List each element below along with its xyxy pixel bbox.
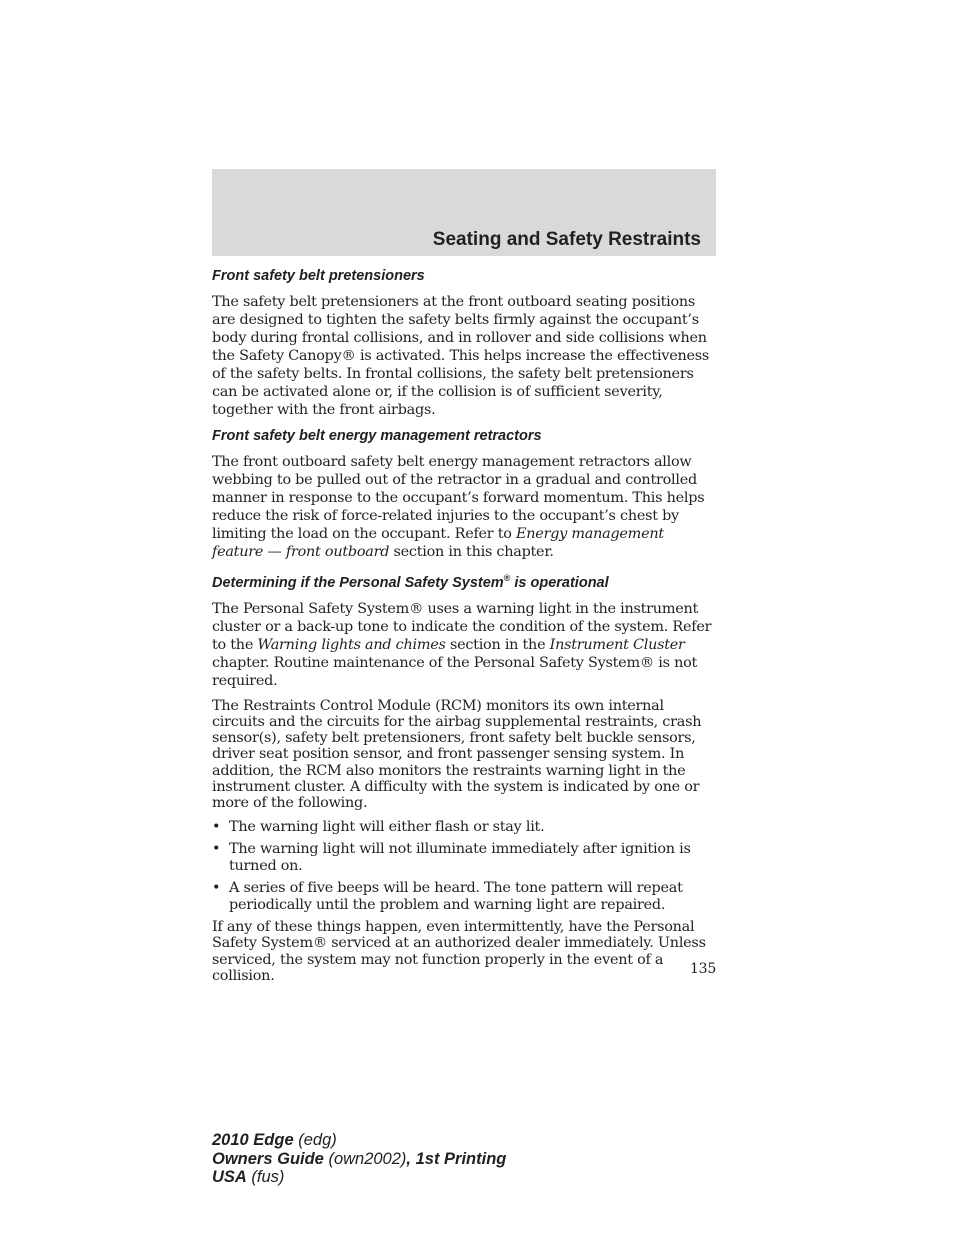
cross-reference-instrument-cluster: Instrument Cluster bbox=[549, 636, 685, 653]
list-item bbox=[212, 880, 716, 914]
text-segment: section in this chapter. bbox=[389, 544, 554, 560]
cross-reference-warning-lights: Warning lights and chimes bbox=[257, 636, 446, 653]
heading-pretensioners: Front safety belt pretensioners bbox=[212, 268, 425, 284]
footer-printing: , 1st Printing bbox=[406, 1149, 507, 1168]
paragraph-warning-light bbox=[212, 600, 716, 690]
paragraph-service-advice: If any of these things happen, even intermittently, have the Personal Safety System® serviced at an authorized dealer immediately. Unless serviced, the system may not function properly in the event of a collision. bbox=[212, 919, 706, 984]
paragraph-energy-management-retractors bbox=[212, 453, 716, 561]
section-title: Seating and Safety Restraints bbox=[432, 229, 701, 250]
page-number: 135 bbox=[690, 961, 716, 977]
footer-guide-code: (own2002) bbox=[323, 1149, 407, 1168]
list-item-text: The warning light will not illuminate immediately after ignition is turned on. bbox=[229, 841, 691, 875]
list-item-text: A series of five beeps will be heard. The tone pattern will repeat periodically until the problem and warning light are repaired. bbox=[229, 880, 683, 914]
cross-reference-energy-management: Energy management feature — front outboard bbox=[212, 526, 664, 560]
document-footer bbox=[212, 1131, 506, 1187]
section-header-band bbox=[212, 169, 716, 256]
list-item-text: The warning light will either flash or stay lit. bbox=[229, 819, 545, 836]
heading-personal-safety-system bbox=[212, 569, 716, 592]
bullet-icon: • bbox=[212, 841, 221, 858]
footer-market-code: (fus) bbox=[246, 1168, 285, 1186]
paragraph-rcm: The Restraints Control Module (RCM) monitors its own internal circuits and the circuits for the airbag supplemental restraints, crash sensor(s), safety belt pretensioners, front safety belt buckle sensors, driver seat position sensor, and front passenger sensing system. In addition, the RCM also monitors the restraints warning light in the instrument cluster. A difficulty with the system is indicated by one or more of the following. bbox=[212, 697, 702, 812]
footer-line-market bbox=[212, 1168, 506, 1187]
difficulty-indicators-list bbox=[212, 819, 716, 914]
footer-model: 2010 Edge bbox=[212, 1131, 294, 1149]
footer-market: USA bbox=[212, 1168, 247, 1186]
footer-line-model bbox=[212, 1131, 506, 1150]
text-segment: The front outboard safety belt energy management retractors allow webbing to be pulled out of the retractor in a gradual and controlled manner in response to the occupant’s forward momentum. This helps reduce the risk of force-related injuries to the occupant’s chest by limiting the load on the occupant. Refer to bbox=[212, 454, 705, 542]
text-segment: The Personal Safety System® uses a warning light in the instrument cluster or a back-up tone to indicate the condition of the system. Refer to the bbox=[212, 600, 712, 653]
bullet-icon: • bbox=[212, 880, 221, 897]
page-content bbox=[212, 267, 716, 992]
registered-mark: ® bbox=[503, 573, 511, 583]
paragraph-pretensioners: The safety belt pretensioners at the front outboard seating positions are designed to tighten the safety belts firmly against the occupant’s body during frontal collisions, and in rollover and side collisions when the Safety Canopy® is activated. This helps increase the effectiveness of the safety belts. In frontal collisions, the safety belt pretensioners can be activated alone or, if the collision is of sufficient severity, together with the front airbags. bbox=[212, 294, 710, 418]
footer-line-guide bbox=[212, 1150, 506, 1169]
text-segment: section in the bbox=[445, 636, 550, 653]
text-segment: chapter. Routine maintenance of the Personal Safety System® is not required. bbox=[212, 654, 698, 689]
heading-energy-management-retractors: Front safety belt energy management retractors bbox=[212, 428, 542, 444]
bullet-icon: • bbox=[212, 819, 221, 836]
list-item bbox=[212, 841, 716, 875]
heading-text-end: is operational bbox=[510, 574, 609, 591]
heading-text: Determining if the Personal Safety System bbox=[212, 574, 504, 591]
footer-guide: Owners Guide bbox=[212, 1149, 324, 1168]
footer-model-code: (edg) bbox=[293, 1131, 337, 1149]
list-item bbox=[212, 819, 716, 836]
